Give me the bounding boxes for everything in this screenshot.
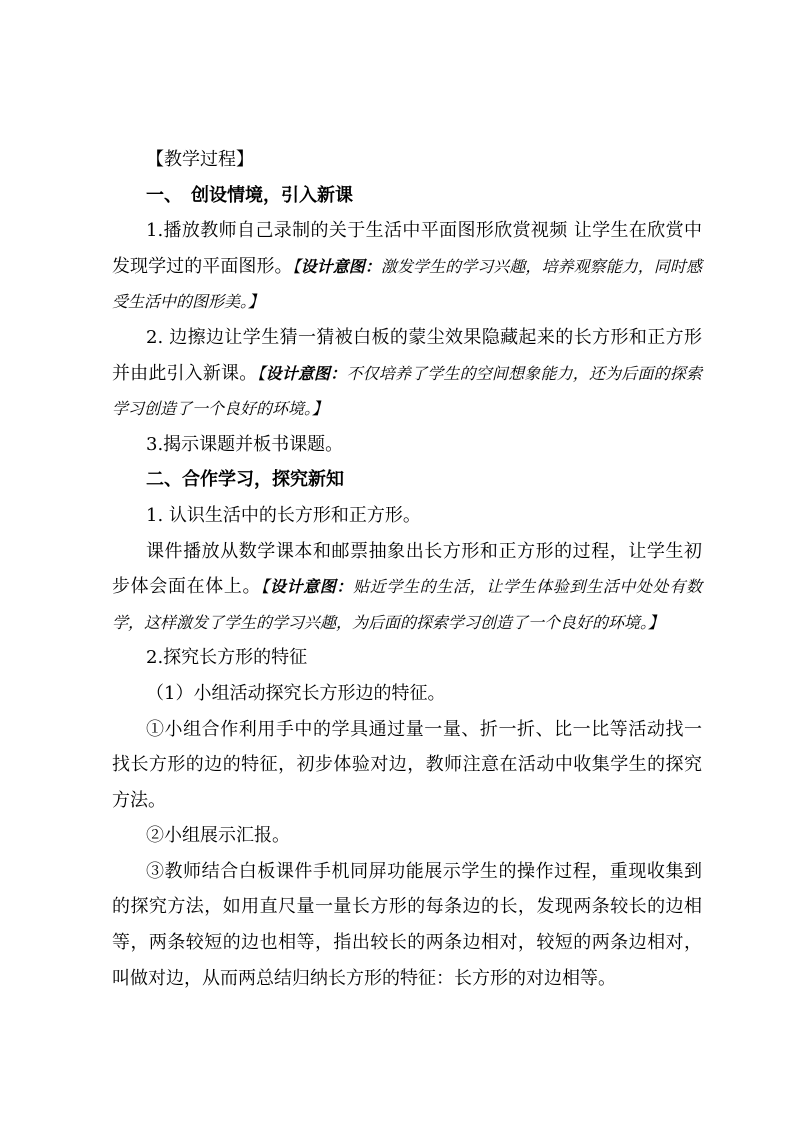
design-intent-note: 【设计意图：不仅培养了学生的空间想象能力，还为后面的探索学习创造了一个良好的环境。】 (112, 363, 702, 419)
design-intent-label: 设计意图： (265, 363, 347, 383)
design-intent-label: 设计意图： (300, 256, 381, 276)
paragraph-text: 1.播放教师自己录制的关于生活中平面图形欣赏视频 让学生在欣赏中发现学过的平面图形。 (112, 220, 702, 277)
section2-heading: 二、合作学习，探究新知 (146, 469, 344, 491)
section2-paragraph-4: （1）小组活动探究长方形边的特征。 (146, 682, 446, 704)
section1-paragraph-3: 3.揭示课题并板书课题。 (146, 433, 344, 455)
design-intent-note: 【设计意图：贴近学生的生活，让学生体验到生活中处处有数学，这样激发了学生的学习兴趣，为后面的探索学习创造了一个良好的环境。】 (112, 577, 702, 632)
paragraph-text: 2. 边擦边让学生猜一猜被白板的蒙尘效果隐藏起来的长方形和正方形并由此引入新课。 (112, 326, 702, 384)
section2-paragraph-3: 2.探究长方形的特征 (146, 647, 308, 669)
section2-paragraph-7: ③教师结合白板课件手机同屏功能展示学生的操作过程，重现收集到的探究方法，如用直尺量一量长方形的每条边的长，发现两条较长的边相等，两条较短的边也相等，指出较长的两条边相对，较短的两条边相对，叫做对边，从而两总结归纳长方形的特征：长方形的对边相等。 (112, 860, 702, 989)
section1-paragraph-2 (112, 320, 702, 427)
section2-paragraph-5: ①小组合作利用手中的学具通过量一量、折一折、比一比等活动找一找长方形的边的特征，初步体验对边，教师注意在活动中收集学生的探究方法。 (112, 718, 702, 811)
section2-paragraph-2 (112, 534, 702, 641)
section1-paragraph-1 (112, 213, 702, 320)
design-intent-label: 设计意图： (269, 577, 354, 597)
paragraph-text: 课件播放从数学课本和邮票抽象出长方形和正方形的过程，让学生初步体会面在体上。 (112, 540, 702, 598)
design-intent-note: 【设计意图：激发学生的学习兴趣，培养观察能力，同时感受生活中的图形美。】 (112, 256, 702, 312)
section1-heading: 一、 创设情境，引入新课 (146, 184, 353, 206)
document-page (112, 142, 702, 996)
section-title: 【教学过程】 (146, 149, 254, 170)
section2-paragraph-1: 1. 认识生活中的长方形和正方形。 (146, 504, 421, 526)
section2-paragraph-6: ②小组展示汇报。 (146, 825, 290, 847)
